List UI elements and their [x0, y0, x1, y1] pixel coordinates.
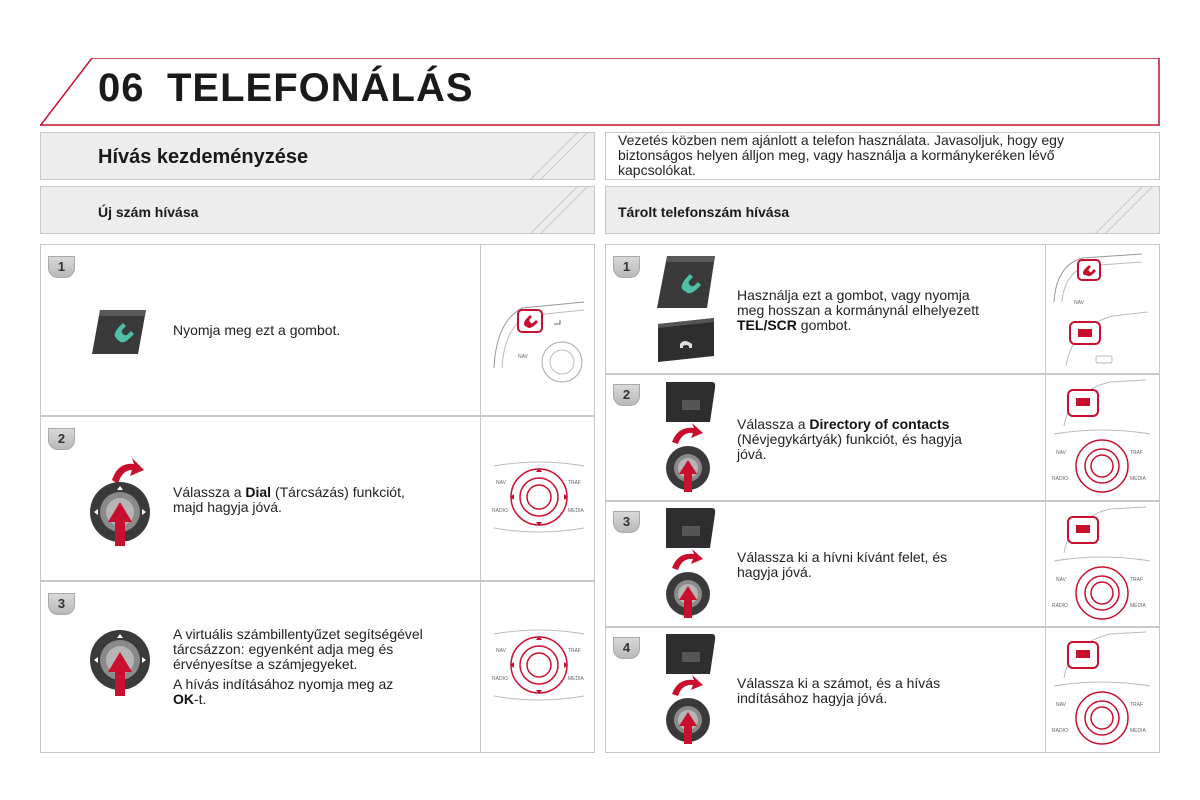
- radio-label: RADIO: [1052, 476, 1068, 482]
- nav-label: NAV: [496, 648, 506, 654]
- nav-label: NAV: [496, 480, 506, 486]
- left-step-3-line-1: [173, 627, 423, 642]
- right-step-2-line-2: [737, 432, 962, 447]
- right-subheader-hatch: [1085, 186, 1160, 234]
- left-step-2-badge: 2: [48, 428, 75, 450]
- text-run: tárcsázzon: egyenként adja meg és: [173, 641, 394, 657]
- text-run: (Névjegykártyák) funkciót, és hagyja: [737, 431, 962, 447]
- phone-button-icon: [90, 308, 148, 356]
- right-step-1-badge: 1: [613, 256, 640, 278]
- right-step-2-line-1: [737, 417, 962, 432]
- radio-label: RADIO: [1052, 603, 1068, 609]
- text-run: -t.: [194, 691, 207, 707]
- right-step-3-divider: [1045, 501, 1046, 627]
- phone-button-icon: [655, 254, 717, 310]
- text-run-bold: TEL/SCR: [737, 317, 797, 333]
- right-step-3-line-1: [737, 550, 947, 565]
- nav-label: NAV: [1056, 577, 1066, 583]
- chapter-title: TELEFONÁLÁS: [167, 66, 474, 110]
- chapter-number: 06: [98, 66, 145, 110]
- left-step-3-badge: 3: [48, 593, 75, 615]
- left-step-3-line-5: [173, 692, 423, 707]
- nav-label: NAV: [1056, 702, 1066, 708]
- right-step-4-line-1: [737, 676, 940, 691]
- traf-label: TRAF: [1130, 577, 1144, 583]
- right-step-1-text: [737, 288, 979, 333]
- text-run: Válassza ki a hívni kívánt felet, és: [737, 549, 948, 565]
- nav-label: NAV: [518, 354, 528, 360]
- left-step-1-text: [173, 323, 340, 338]
- warning-text: Vezetés közben nem ajánlott a telefon használata. Javasoljuk, hogy egy biztonságos helyen álljon meg, vagy használja a kormánykeréken lévő kapcsolókat.: [618, 132, 1064, 178]
- rotary-dial-press-icon: [88, 626, 158, 721]
- text-run: jóvá.: [737, 446, 767, 462]
- rotary-dial-press-icon: [88, 450, 158, 550]
- right-step-3-text: [737, 550, 947, 580]
- tel-scr-button-icon: [656, 318, 716, 362]
- text-run: (Tárcsázás) funkciót,: [271, 484, 405, 500]
- right-step-2-divider: [1045, 374, 1046, 501]
- console-and-wheel-illustration: [1052, 252, 1152, 368]
- text-run: Válassza ki a számot, és a hívás: [737, 675, 941, 691]
- left-step-2-divider: [480, 416, 481, 581]
- wheel-and-dial-illustration: [1050, 378, 1154, 498]
- right-step-4-line-2: [737, 691, 940, 706]
- radio-label: RADIO: [492, 676, 508, 682]
- list-button-and-dial-icon: [660, 380, 720, 500]
- radio-label: RADIO: [1052, 728, 1068, 734]
- left-subheader-title: Új szám hívása: [98, 204, 199, 220]
- text-run: gombot.: [796, 317, 852, 333]
- left-step-2-line-1: [173, 485, 405, 500]
- media-label: MEDIA: [568, 676, 584, 682]
- right-step-2-text: [737, 417, 962, 462]
- right-step-2-line-3: [737, 447, 962, 462]
- wheel-and-dial-illustration: [1050, 630, 1154, 750]
- right-step-3-line-2: [737, 565, 947, 580]
- left-step-1-line-1: [173, 323, 340, 338]
- media-label: MEDIA: [1130, 728, 1146, 734]
- traf-label: TRAF: [568, 648, 582, 654]
- left-step-3-divider: [480, 581, 481, 753]
- text-run: Használja ezt a gombot, vagy nyomja: [737, 287, 970, 303]
- traf-label: TRAF: [1130, 450, 1144, 456]
- media-label: MEDIA: [568, 508, 584, 514]
- text-run: majd hagyja jóvá.: [173, 499, 282, 515]
- text-run: hagyja jóvá.: [737, 564, 812, 580]
- text-run: A hívás indításához nyomja meg az: [173, 676, 394, 692]
- list-button-and-dial-icon: [660, 632, 720, 752]
- left-step-3-line-4: [173, 677, 423, 692]
- section-hatch-decoration: [520, 132, 595, 180]
- console-dial-illustration: [490, 630, 588, 700]
- section-title: Hívás kezdeményzése: [98, 146, 309, 168]
- left-step-3-line-3: [173, 657, 423, 672]
- right-step-1-divider: [1045, 244, 1046, 374]
- text-run: indításához hagyja jóvá.: [737, 690, 888, 706]
- right-step-4-badge: 4: [613, 637, 640, 659]
- nav-label: NAV: [1056, 450, 1066, 456]
- text-run-bold: OK: [173, 691, 194, 707]
- left-step-2-text: [173, 485, 405, 515]
- right-subheader-title: Tárolt telefonszám hívása: [618, 204, 790, 220]
- radio-label: RADIO: [492, 508, 508, 514]
- right-step-2-badge: 2: [613, 384, 640, 406]
- text-run: meg hosszan a kormánynál elhelyezett: [737, 302, 980, 318]
- text-run: A virtuális számbillentyűzet segítségével: [173, 626, 423, 642]
- media-label: MEDIA: [1130, 603, 1146, 609]
- left-step-1-badge: 1: [48, 256, 75, 278]
- left-step-2-line-2: [173, 500, 405, 515]
- left-step-1-divider: [480, 244, 481, 416]
- text-run: Válassza a: [173, 484, 246, 500]
- right-step-1-line-3: [737, 318, 979, 333]
- left-subheader-hatch: [520, 186, 595, 234]
- nav-label: NAV: [1074, 300, 1084, 306]
- right-step-4-text: [737, 676, 940, 706]
- console-dial-illustration: [490, 462, 588, 532]
- right-step-3-badge: 3: [613, 511, 640, 533]
- traf-label: TRAF: [568, 480, 582, 486]
- right-step-4-divider: [1045, 627, 1046, 753]
- text-run: Nyomja meg ezt a gombot.: [173, 322, 341, 338]
- text-run: érvényesítse a számjegyeket.: [173, 656, 358, 672]
- left-step-3-text: [173, 627, 423, 707]
- right-step-1-line-2: [737, 303, 979, 318]
- text-run-bold: Directory of contacts: [809, 416, 950, 432]
- wheel-and-dial-illustration: [1050, 505, 1154, 625]
- right-step-1-line-1: [737, 288, 979, 303]
- left-step-3-line-2: [173, 642, 423, 657]
- console-phone-illustration: [492, 300, 587, 370]
- text-run-bold: Dial: [245, 484, 272, 500]
- traf-label: TRAF: [1130, 702, 1144, 708]
- text-run: Válassza a: [737, 416, 810, 432]
- media-label: MEDIA: [1130, 476, 1146, 482]
- list-button-and-dial-icon: [660, 506, 720, 626]
